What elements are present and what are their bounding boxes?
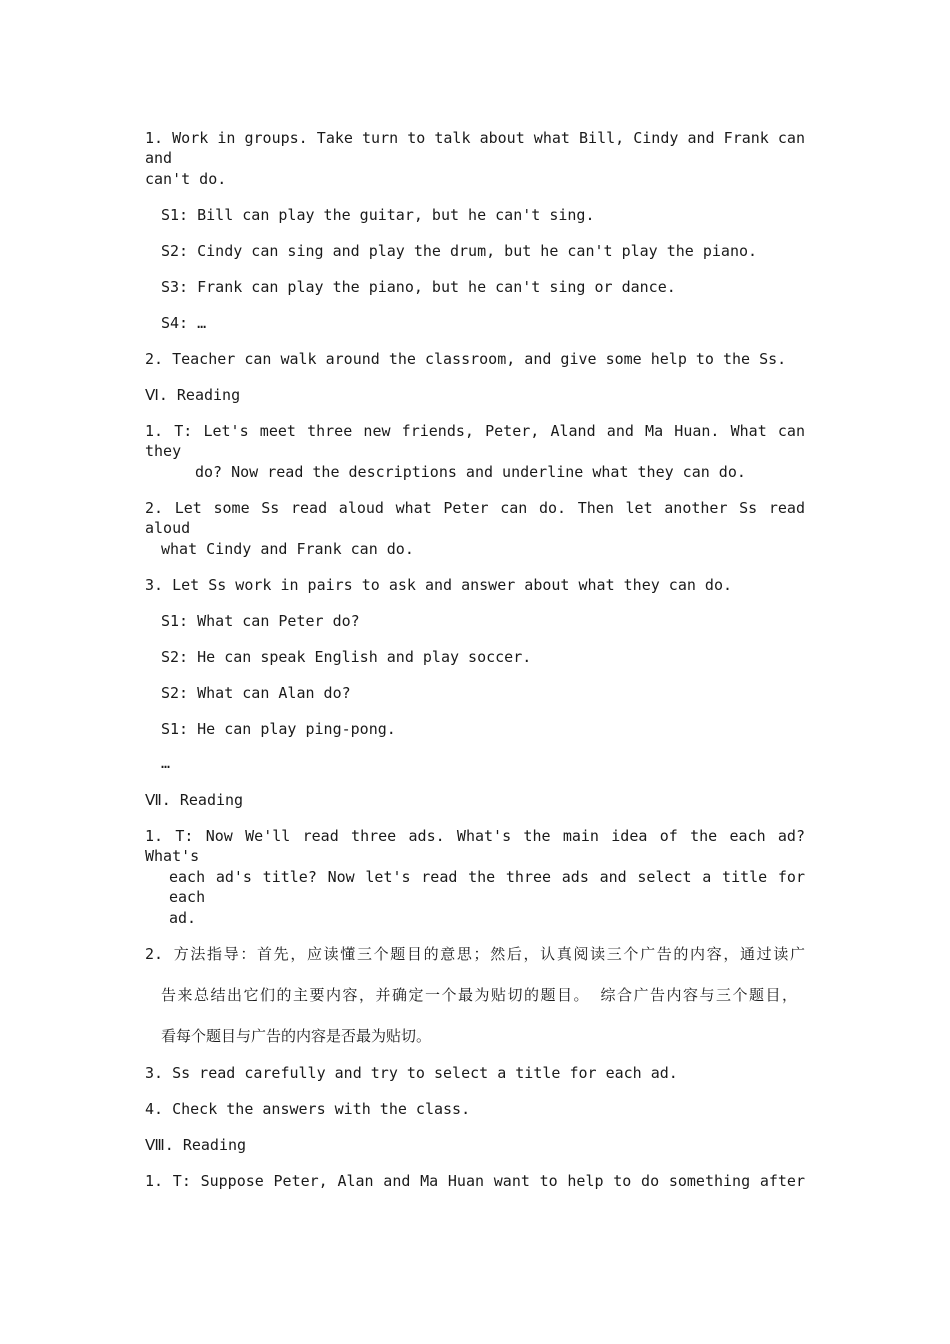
- text-line: ad.: [169, 909, 197, 927]
- text-line: 看每个题目与广告的内容是否最为贴切。: [161, 1027, 432, 1045]
- text-line: each ad's title? Now let's read the three ads and select a title for each: [169, 868, 805, 906]
- text-line: S4: …: [161, 314, 207, 332]
- text-line: S3: Frank can play the piano, but he can't sing or dance.: [161, 278, 676, 296]
- text-line: 告来总结出它们的主要内容，并确定一个最为贴切的题目。 综合广告内容与三个题目，: [161, 986, 797, 1004]
- text-line: 4. Check the answers with the class.: [145, 1100, 471, 1118]
- text-line: 1. T: Let's meet three new friends, Peter, Aland and Ma Huan. What can they: [145, 422, 805, 460]
- text-line: 1. T: Now We'll read three ads. What's the main idea of the each ad? What's: [145, 827, 805, 865]
- text-line: S2: Cindy can sing and play the drum, but he can't play the piano.: [161, 242, 758, 260]
- text-line: can't do.: [145, 170, 227, 188]
- text-line: 2. Teacher can walk around the classroom, and give some help to the Ss.: [145, 350, 787, 368]
- text-line: S1: Bill can play the guitar, but he can't sing.: [161, 206, 595, 224]
- section-heading: Ⅵ. Reading: [145, 386, 241, 404]
- section-heading: Ⅷ. Reading: [145, 1136, 247, 1154]
- text-line: what Cindy and Frank can do.: [161, 540, 414, 558]
- text-line: …: [161, 754, 171, 772]
- text-line: 2. Let some Ss read aloud what Peter can do. Then let another Ss read aloud: [145, 499, 805, 537]
- text-line: do? Now read the descriptions and underline what they can do.: [195, 463, 746, 481]
- text-line: S2: What can Alan do?: [161, 684, 351, 702]
- text-line: 3. Ss read carefully and try to select a title for each ad.: [145, 1064, 678, 1082]
- section-heading: Ⅶ. Reading: [145, 791, 244, 809]
- text-line: S2: He can speak English and play soccer.: [161, 648, 532, 666]
- text-line: 2. 方法指导：首先，应读懂三个题目的意思；然后，认真阅读三个广告的内容，通过读广: [145, 945, 805, 963]
- text-line: 3. Let Ss work in pairs to ask and answer about what they can do.: [145, 576, 732, 594]
- text-line: S1: He can play ping-pong.: [161, 720, 396, 738]
- text-line: S1: What can Peter do?: [161, 612, 360, 630]
- text-line: 1. Work in groups. Take turn to talk about what Bill, Cindy and Frank can and: [145, 129, 805, 167]
- text-line: 1. T: Suppose Peter, Alan and Ma Huan want to help to do something after: [145, 1172, 805, 1190]
